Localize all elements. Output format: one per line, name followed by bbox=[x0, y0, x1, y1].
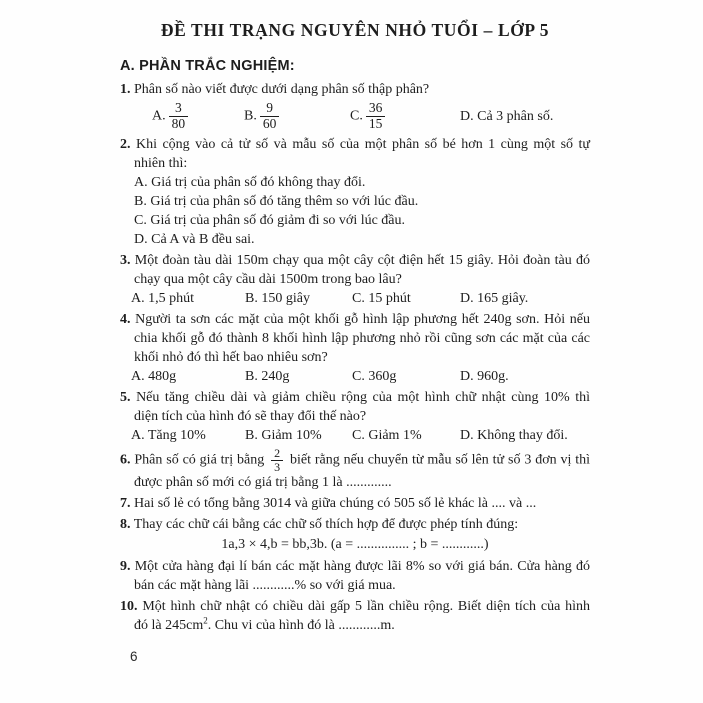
option-c: C. Giá trị của phân số đó giảm đi so với lúc đầu. bbox=[134, 213, 406, 228]
question-body-post: biết rằng nếu chuyển từ mẫu số lên tử số 3 đơn vị thì bbox=[289, 452, 591, 468]
question-1-options bbox=[152, 99, 590, 133]
question-number: 10. bbox=[120, 599, 138, 615]
option-d: D. 960g. bbox=[460, 369, 509, 384]
question-body: Thay các chữ cái bằng các chữ số thích hợp để được phép tính đúng: bbox=[133, 517, 519, 533]
question-body: Một đoàn tàu dài 150m chạy qua một cây cột điện hết 15 giây. Hỏi đoàn tàu đó bbox=[134, 253, 590, 268]
question-3-text-cont: chạy qua một cây cầu dài 1500m trong bao lâu? bbox=[134, 272, 402, 287]
question-3-options bbox=[131, 289, 590, 308]
option-d: D. Cả 3 phân số. bbox=[460, 108, 554, 124]
option-c bbox=[350, 101, 460, 132]
fraction-numerator: 36 bbox=[366, 101, 386, 117]
option-d: D. 165 giây. bbox=[460, 291, 529, 306]
question-8-equation: 1a,3 × 4,b = bb,3b. (a = ............... ; b = ............) bbox=[221, 537, 489, 553]
option-d: D. Cả A và B đều sai. bbox=[134, 232, 255, 247]
question-5-options bbox=[131, 426, 590, 445]
question-4-text-cont: chia khối gỗ đó thành 8 khối hình lập phương nhỏ rồi cũng sơn các mặt của các bbox=[134, 331, 590, 346]
question-2 bbox=[120, 135, 590, 249]
question-number: 5. bbox=[120, 390, 131, 405]
question-9-text-cont: bán các mặt hàng lãi ............% so với giá mua. bbox=[134, 578, 396, 594]
exam-title: ĐỀ THI TRẠNG NGUYÊN NHỎ TUỔI – LỚP 5 bbox=[160, 20, 550, 40]
option-label: C. bbox=[350, 108, 363, 124]
question-10-text-cont bbox=[120, 616, 590, 635]
question-body-pre: Phân số có giá trị bằng bbox=[134, 452, 265, 468]
question-6-text-cont: được phân số mới có giá trị bằng 1 là ............. bbox=[134, 475, 392, 491]
fraction-denominator: 3 bbox=[274, 459, 281, 474]
fraction bbox=[271, 447, 283, 473]
question-4-text-cont2: khối nhỏ đó thì hết bao nhiêu sơn? bbox=[134, 350, 328, 365]
question-body: Người ta sơn các mặt của một khối gỗ hình lập phương hết 240g sơn. Hỏi nếu bbox=[135, 312, 590, 327]
fraction-numerator: 9 bbox=[260, 101, 280, 117]
question-body: Một cửa hàng đại lí bán các mặt hàng được lãi 8% so với giá bán. Cửa hàng đó bbox=[134, 559, 591, 575]
option-a: A. 1,5 phút bbox=[131, 291, 194, 306]
option-a: A. Giá trị của phân số đó không thay đổi. bbox=[134, 175, 366, 190]
question-10 bbox=[120, 597, 590, 635]
question-number: 9. bbox=[120, 559, 131, 575]
option-d: D. Không thay đổi. bbox=[460, 428, 568, 443]
fraction-denominator: 60 bbox=[262, 115, 277, 131]
page-number: 6 bbox=[130, 649, 138, 664]
question-2-text-cont: nhiên thì: bbox=[134, 156, 188, 171]
question-body: Một hình chữ nhật có chiều dài gấp 5 lần chiều rộng. Biết diện tích của hình bbox=[142, 599, 591, 615]
option-b: B. Giá trị của phân số đó tăng thêm so với lúc đầu. bbox=[134, 194, 419, 209]
question-9 bbox=[120, 557, 590, 595]
option-label: A. bbox=[152, 108, 166, 124]
question-6-text bbox=[120, 447, 590, 473]
question-3-text bbox=[120, 251, 590, 270]
option-c: C. 15 phút bbox=[352, 291, 411, 306]
question-number: 1. bbox=[120, 82, 131, 97]
question-6 bbox=[120, 447, 590, 492]
question-4-text bbox=[120, 310, 590, 329]
option-a bbox=[152, 101, 244, 132]
section-heading: A. PHẦN TRẮC NGHIỆM: bbox=[120, 58, 295, 74]
option-b: B. 240g bbox=[245, 369, 290, 384]
question-number: 7. bbox=[120, 496, 131, 512]
question-body: Hai số lẻ có tổng bằng 3014 và giữa chúng có 505 số lẻ khác là .... và ... bbox=[134, 496, 537, 512]
question-2-text bbox=[120, 135, 590, 154]
question-10-text bbox=[120, 597, 590, 616]
option-a: A. 480g bbox=[131, 369, 177, 384]
option-label: B. bbox=[244, 108, 257, 124]
superscript: 2 bbox=[203, 615, 208, 626]
fraction bbox=[169, 101, 189, 132]
question-4-options bbox=[131, 367, 590, 386]
question-3 bbox=[120, 251, 590, 308]
option-c: C. 360g bbox=[352, 369, 397, 384]
fraction-numerator: 2 bbox=[271, 447, 283, 461]
question-1 bbox=[120, 80, 590, 133]
option-b bbox=[244, 101, 350, 132]
fraction-numerator: 3 bbox=[169, 101, 189, 117]
question-number: 3. bbox=[120, 253, 131, 268]
question-body: Phân số nào viết được dưới dạng phân số thập phân? bbox=[134, 82, 430, 97]
question-number: 8. bbox=[120, 517, 131, 533]
question-8-text bbox=[120, 515, 590, 534]
option-b: B. Giảm 10% bbox=[245, 428, 322, 443]
question-9-text bbox=[120, 557, 590, 576]
option-c: C. Giảm 1% bbox=[352, 428, 422, 443]
question-body-pre: đó là 245cm bbox=[134, 618, 204, 634]
question-5 bbox=[120, 388, 590, 445]
question-5-text-cont: diện tích của hình đó sẽ thay đổi thế nào? bbox=[134, 409, 367, 424]
question-body: Nếu tăng chiều dài và giảm chiều rộng của một hình chữ nhật cùng 10% thì bbox=[136, 390, 591, 405]
question-1-text bbox=[120, 80, 590, 99]
question-number: 2. bbox=[120, 137, 131, 152]
question-body-post: . Chu vi của hình đó là ............m. bbox=[207, 618, 395, 634]
question-5-text bbox=[120, 388, 590, 407]
question-7-text bbox=[120, 494, 590, 513]
fraction bbox=[260, 101, 280, 132]
question-7 bbox=[120, 494, 590, 513]
question-4 bbox=[120, 310, 590, 386]
fraction-denominator: 80 bbox=[171, 115, 186, 131]
fraction bbox=[366, 101, 386, 132]
fraction-denominator: 15 bbox=[368, 115, 383, 131]
question-8 bbox=[120, 515, 590, 555]
option-b: B. 150 giây bbox=[245, 291, 310, 306]
option-a: A. Tăng 10% bbox=[131, 428, 206, 443]
question-number: 4. bbox=[120, 312, 131, 327]
question-number: 6. bbox=[120, 452, 131, 468]
question-body: Khi cộng vào cả tử số và mẫu số của một phân số bé hơn 1 cùng một số tự bbox=[135, 137, 591, 152]
